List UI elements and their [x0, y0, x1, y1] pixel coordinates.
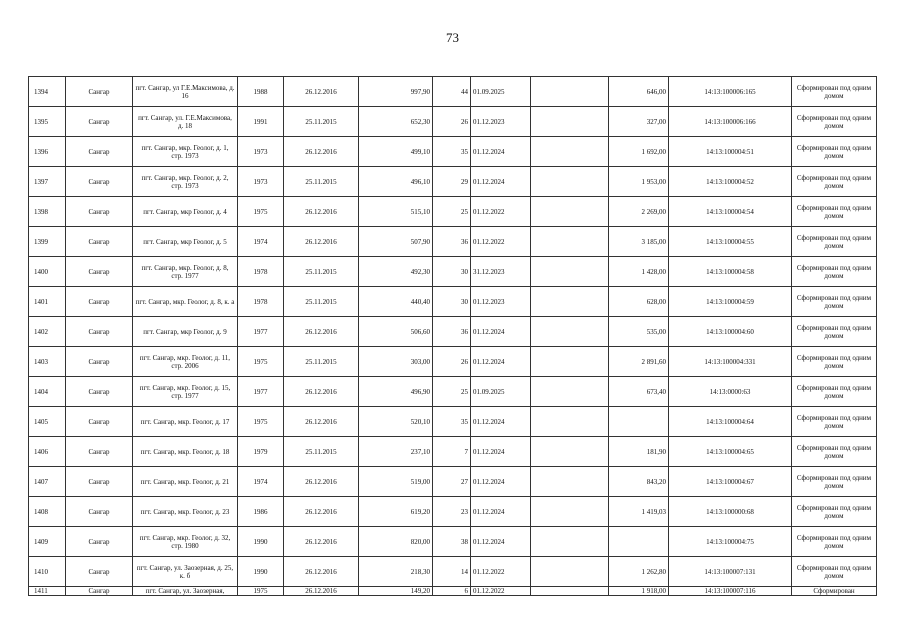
cell-deadline: 01.12.2024 — [471, 137, 531, 167]
cell-status: Сформирован под одним домом — [792, 257, 877, 287]
cell-land-area — [609, 407, 669, 437]
cell-area: 820,00 — [359, 527, 433, 557]
cell-address: пгт. Сангар, мкр. Геолог, д. 15, стр. 1977 — [133, 377, 238, 407]
cell-date: 26.12.2016 — [284, 197, 359, 227]
cell-deadline: 01.12.2024 — [471, 497, 531, 527]
cell-build-year: 1990 — [238, 527, 284, 557]
cell-locality: Сангар — [66, 107, 133, 137]
cell-address: пгт. Сангар, мкр Геолог, д. 4 — [133, 197, 238, 227]
cell-land-area: 2 269,00 — [609, 197, 669, 227]
cell-date: 25.11.2015 — [284, 287, 359, 317]
data-table — [28, 76, 877, 596]
cell-row-number: 1402 — [29, 317, 66, 347]
cell-units: 27 — [433, 467, 471, 497]
cell-row-number: 1409 — [29, 527, 66, 557]
cell-build-year: 1975 — [238, 197, 284, 227]
cell-cadastral-number: 14:13:100004:58 — [669, 257, 792, 287]
cell-cadastral-number: 14:13:100004:67 — [669, 467, 792, 497]
cell-build-year: 1990 — [238, 557, 284, 587]
cell-locality: Сангар — [66, 77, 133, 107]
cell-build-year: 1977 — [238, 377, 284, 407]
cell-area: 506,60 — [359, 317, 433, 347]
cell-deadline: 01.12.2024 — [471, 437, 531, 467]
cell-locality: Сангар — [66, 197, 133, 227]
cell-area: 492,30 — [359, 257, 433, 287]
cell-units: 25 — [433, 377, 471, 407]
cell-build-year: 1975 — [238, 347, 284, 377]
cell-cadastral-number: 14:13:100004:75 — [669, 527, 792, 557]
cell-build-year: 1973 — [238, 167, 284, 197]
cell-blank-cell — [531, 497, 609, 527]
cell-address: пгт. Сангар, ул. Заозерная, — [133, 587, 238, 596]
cell-area: 520,10 — [359, 407, 433, 437]
cell-units: 14 — [433, 557, 471, 587]
cell-land-area: 646,00 — [609, 77, 669, 107]
cell-address: пгт. Сангар, ул. Заозерная, д. 25, к. б — [133, 557, 238, 587]
cell-cadastral-number: 14:13:100007:131 — [669, 557, 792, 587]
cell-locality: Сангар — [66, 137, 133, 167]
cell-row-number: 1394 — [29, 77, 66, 107]
cell-deadline: 01.12.2024 — [471, 317, 531, 347]
cell-address: пгт. Сангар, мкр. Геолог, д. 1, стр. 1973 — [133, 137, 238, 167]
cell-date: 26.12.2016 — [284, 557, 359, 587]
cell-date: 25.11.2015 — [284, 437, 359, 467]
cell-land-area: 181,90 — [609, 437, 669, 467]
cell-row-number: 1398 — [29, 197, 66, 227]
cell-land-area: 535,00 — [609, 317, 669, 347]
cell-deadline: 01.09.2025 — [471, 77, 531, 107]
cell-date: 26.12.2016 — [284, 497, 359, 527]
cell-row-number: 1410 — [29, 557, 66, 587]
cell-cadastral-number: 14:13:100004:59 — [669, 287, 792, 317]
cell-address: пгт. Сангар, ул Г.Е.Максимова, д. 16 — [133, 77, 238, 107]
cell-address: пгт. Сангар, мкр. Геолог, д. 2, стр. 1973 — [133, 167, 238, 197]
cell-status: Сформирован под одним домом — [792, 467, 877, 497]
cell-area: 619,20 — [359, 497, 433, 527]
cell-units: 26 — [433, 107, 471, 137]
cell-address: пгт. Сангар, мкр. Геолог, д. 21 — [133, 467, 238, 497]
cell-area: 440,40 — [359, 287, 433, 317]
cell-date: 25.11.2015 — [284, 107, 359, 137]
cell-row-number: 1395 — [29, 107, 66, 137]
table-row — [29, 467, 877, 497]
cell-deadline: 01.12.2022 — [471, 587, 531, 596]
cell-blank-cell — [531, 467, 609, 497]
cell-status: Сформирован под одним домом — [792, 227, 877, 257]
cell-build-year: 1991 — [238, 107, 284, 137]
cell-row-number: 1397 — [29, 167, 66, 197]
cell-row-number: 1399 — [29, 227, 66, 257]
cell-land-area: 1 692,00 — [609, 137, 669, 167]
cell-units: 7 — [433, 437, 471, 467]
table-row — [29, 107, 877, 137]
cell-date: 26.12.2016 — [284, 587, 359, 596]
cell-row-number: 1401 — [29, 287, 66, 317]
cell-build-year: 1974 — [238, 467, 284, 497]
cell-date: 26.12.2016 — [284, 377, 359, 407]
cell-cadastral-number: 14:13:100006:165 — [669, 77, 792, 107]
cell-blank-cell — [531, 377, 609, 407]
cell-build-year: 1978 — [238, 257, 284, 287]
cell-status: Сформирован под одним домом — [792, 167, 877, 197]
cell-locality: Сангар — [66, 407, 133, 437]
cell-address: пгт. Сангар, мкр. Геолог, д. 32, стр. 1980 — [133, 527, 238, 557]
cell-land-area — [609, 527, 669, 557]
cell-locality: Сангар — [66, 377, 133, 407]
cell-units: 23 — [433, 497, 471, 527]
cell-status: Сформирован под одним домом — [792, 137, 877, 167]
cell-blank-cell — [531, 287, 609, 317]
cell-locality: Сангар — [66, 167, 133, 197]
cell-deadline: 01.12.2022 — [471, 227, 531, 257]
cell-units: 30 — [433, 257, 471, 287]
cell-build-year: 1974 — [238, 227, 284, 257]
cell-address: пгт. Сангар, мкр Геолог, д. 9 — [133, 317, 238, 347]
cell-cadastral-number: 14:13:100007:116 — [669, 587, 792, 596]
cell-status: Сформирован под одним домом — [792, 347, 877, 377]
cell-land-area: 628,00 — [609, 287, 669, 317]
cell-build-year: 1978 — [238, 287, 284, 317]
table-row — [29, 407, 877, 437]
cell-status: Сформирован под одним домом — [792, 377, 877, 407]
cell-land-area: 673,40 — [609, 377, 669, 407]
cell-date: 26.12.2016 — [284, 317, 359, 347]
cell-area: 519,00 — [359, 467, 433, 497]
cell-row-number: 1405 — [29, 407, 66, 437]
cell-blank-cell — [531, 197, 609, 227]
cell-blank-cell — [531, 587, 609, 596]
cell-build-year: 1979 — [238, 437, 284, 467]
table-row — [29, 317, 877, 347]
table-row — [29, 527, 877, 557]
cell-blank-cell — [531, 347, 609, 377]
table-row — [29, 77, 877, 107]
cell-area: 997,90 — [359, 77, 433, 107]
cell-status: Сформирован под одним домом — [792, 557, 877, 587]
cell-land-area: 3 185,00 — [609, 227, 669, 257]
cell-units: 36 — [433, 227, 471, 257]
cell-blank-cell — [531, 107, 609, 137]
cell-status: Сформирован под одним домом — [792, 317, 877, 347]
cell-date: 25.11.2015 — [284, 347, 359, 377]
cell-blank-cell — [531, 227, 609, 257]
cell-area: 496,10 — [359, 167, 433, 197]
cell-area: 496,90 — [359, 377, 433, 407]
cell-blank-cell — [531, 257, 609, 287]
cell-status: Сформирован под одним домом — [792, 287, 877, 317]
cell-status: Сформирован под одним домом — [792, 527, 877, 557]
cell-units: 29 — [433, 167, 471, 197]
cell-deadline: 01.12.2024 — [471, 407, 531, 437]
cell-row-number: 1408 — [29, 497, 66, 527]
cell-deadline: 01.09.2025 — [471, 377, 531, 407]
cell-cadastral-number: 14:13:100004:54 — [669, 197, 792, 227]
cell-build-year: 1977 — [238, 317, 284, 347]
cell-date: 25.11.2015 — [284, 167, 359, 197]
cell-date: 25.11.2015 — [284, 257, 359, 287]
cell-deadline: 01.12.2022 — [471, 197, 531, 227]
table-row — [29, 197, 877, 227]
cell-blank-cell — [531, 407, 609, 437]
cell-area: 237,10 — [359, 437, 433, 467]
cell-cadastral-number: 14:13:100004:52 — [669, 167, 792, 197]
cell-deadline: 01.12.2023 — [471, 287, 531, 317]
table-row — [29, 437, 877, 467]
cell-row-number: 1400 — [29, 257, 66, 287]
cell-cadastral-number: 14:13:100004:64 — [669, 407, 792, 437]
cell-cadastral-number: 14:13:100000:68 — [669, 497, 792, 527]
cell-units: 26 — [433, 347, 471, 377]
cell-address: пгт. Сангар, мкр. Геолог, д. 23 — [133, 497, 238, 527]
cell-deadline: 31.12.2023 — [471, 257, 531, 287]
cell-build-year: 1975 — [238, 587, 284, 596]
cell-address: пгт. Сангар, мкр. Геолог, д. 17 — [133, 407, 238, 437]
cell-blank-cell — [531, 167, 609, 197]
cell-units: 35 — [433, 137, 471, 167]
cell-locality: Сангар — [66, 497, 133, 527]
cell-date: 26.12.2016 — [284, 467, 359, 497]
cell-date: 26.12.2016 — [284, 137, 359, 167]
cell-row-number: 1396 — [29, 137, 66, 167]
cell-address: пгт. Сангар, ул. Г.Е.Максимова, д. 18 — [133, 107, 238, 137]
cell-blank-cell — [531, 437, 609, 467]
cell-locality: Сангар — [66, 557, 133, 587]
cell-locality: Сангар — [66, 467, 133, 497]
cell-locality: Сангар — [66, 527, 133, 557]
cell-locality: Сангар — [66, 587, 133, 596]
table-row — [29, 167, 877, 197]
cell-locality: Сангар — [66, 257, 133, 287]
cell-blank-cell — [531, 137, 609, 167]
cell-units: 36 — [433, 317, 471, 347]
cell-address: пгт. Сангар, мкр. Геолог, д. 8, стр. 1977 — [133, 257, 238, 287]
cell-units: 30 — [433, 287, 471, 317]
cell-locality: Сангар — [66, 317, 133, 347]
cell-units: 6 — [433, 587, 471, 596]
cell-area: 515,10 — [359, 197, 433, 227]
cell-address: пгт. Сангар, мкр Геолог, д. 5 — [133, 227, 238, 257]
table-row — [29, 557, 877, 587]
cell-blank-cell — [531, 527, 609, 557]
cell-land-area: 327,00 — [609, 107, 669, 137]
cell-land-area: 1 262,80 — [609, 557, 669, 587]
cell-row-number: 1407 — [29, 467, 66, 497]
cell-blank-cell — [531, 77, 609, 107]
cell-units: 35 — [433, 407, 471, 437]
table-row — [29, 257, 877, 287]
cell-deadline: 01.12.2024 — [471, 527, 531, 557]
cell-blank-cell — [531, 557, 609, 587]
cell-locality: Сангар — [66, 347, 133, 377]
cell-area: 499,10 — [359, 137, 433, 167]
cell-build-year: 1973 — [238, 137, 284, 167]
cell-area: 149,20 — [359, 587, 433, 596]
cell-date: 26.12.2016 — [284, 77, 359, 107]
cell-status: Сформирован под одним домом — [792, 197, 877, 227]
cell-units: 38 — [433, 527, 471, 557]
cell-land-area: 1 918,00 — [609, 587, 669, 596]
table-row — [29, 287, 877, 317]
cell-date: 26.12.2016 — [284, 527, 359, 557]
cell-row-number: 1403 — [29, 347, 66, 377]
cell-area: 303,00 — [359, 347, 433, 377]
cell-status: Сформирован под одним домом — [792, 407, 877, 437]
cell-status: Сформирован под одним домом — [792, 437, 877, 467]
cell-build-year: 1988 — [238, 77, 284, 107]
cell-build-year: 1986 — [238, 497, 284, 527]
cell-cadastral-number: 14:13:100004:51 — [669, 137, 792, 167]
cell-date: 26.12.2016 — [284, 407, 359, 437]
cell-build-year: 1975 — [238, 407, 284, 437]
cell-row-number: 1411 — [29, 587, 66, 596]
cell-units: 25 — [433, 197, 471, 227]
cell-deadline: 01.12.2022 — [471, 557, 531, 587]
cell-status: Сформирован под одним домом — [792, 107, 877, 137]
cell-status: Сформирован — [792, 587, 877, 596]
cell-land-area: 1 953,00 — [609, 167, 669, 197]
cell-units: 44 — [433, 77, 471, 107]
cell-row-number: 1406 — [29, 437, 66, 467]
cell-locality: Сангар — [66, 227, 133, 257]
cell-status: Сформирован под одним домом — [792, 497, 877, 527]
cell-address: пгт. Сангар, мкр. Геолог, д. 11, стр. 2006 — [133, 347, 238, 377]
cell-locality: Сангар — [66, 287, 133, 317]
cell-land-area: 2 891,60 — [609, 347, 669, 377]
table-row — [29, 587, 877, 596]
cell-deadline: 01.12.2024 — [471, 347, 531, 377]
cell-status: Сформирован под одним домом — [792, 77, 877, 107]
cell-address: пгт. Сангар, мкр. Геолог, д. 18 — [133, 437, 238, 467]
cell-land-area: 1 428,00 — [609, 257, 669, 287]
cell-area: 507,90 — [359, 227, 433, 257]
table-row — [29, 347, 877, 377]
cell-land-area: 1 419,03 — [609, 497, 669, 527]
cell-cadastral-number: 14:13:100004:60 — [669, 317, 792, 347]
cell-row-number: 1404 — [29, 377, 66, 407]
cell-land-area: 843,20 — [609, 467, 669, 497]
cell-deadline: 01.12.2023 — [471, 107, 531, 137]
cell-area: 652,30 — [359, 107, 433, 137]
cell-date: 26.12.2016 — [284, 227, 359, 257]
table-row — [29, 377, 877, 407]
table-row — [29, 497, 877, 527]
cell-cadastral-number: 14:13:100004:65 — [669, 437, 792, 467]
cell-blank-cell — [531, 317, 609, 347]
cell-address: пгт. Сангар, мкр. Геолог, д. 8, к. а — [133, 287, 238, 317]
cell-cadastral-number: 14:13:100006:166 — [669, 107, 792, 137]
cell-deadline: 01.12.2024 — [471, 467, 531, 497]
cell-cadastral-number: 14:13:100004:55 — [669, 227, 792, 257]
page-number: 73 — [446, 30, 459, 45]
cell-locality: Сангар — [66, 437, 133, 467]
cell-cadastral-number: 14:13:0000:63 — [669, 377, 792, 407]
cell-deadline: 01.12.2024 — [471, 167, 531, 197]
table-row — [29, 227, 877, 257]
table-row — [29, 137, 877, 167]
cell-cadastral-number: 14:13:100004:331 — [669, 347, 792, 377]
cell-area: 218,30 — [359, 557, 433, 587]
